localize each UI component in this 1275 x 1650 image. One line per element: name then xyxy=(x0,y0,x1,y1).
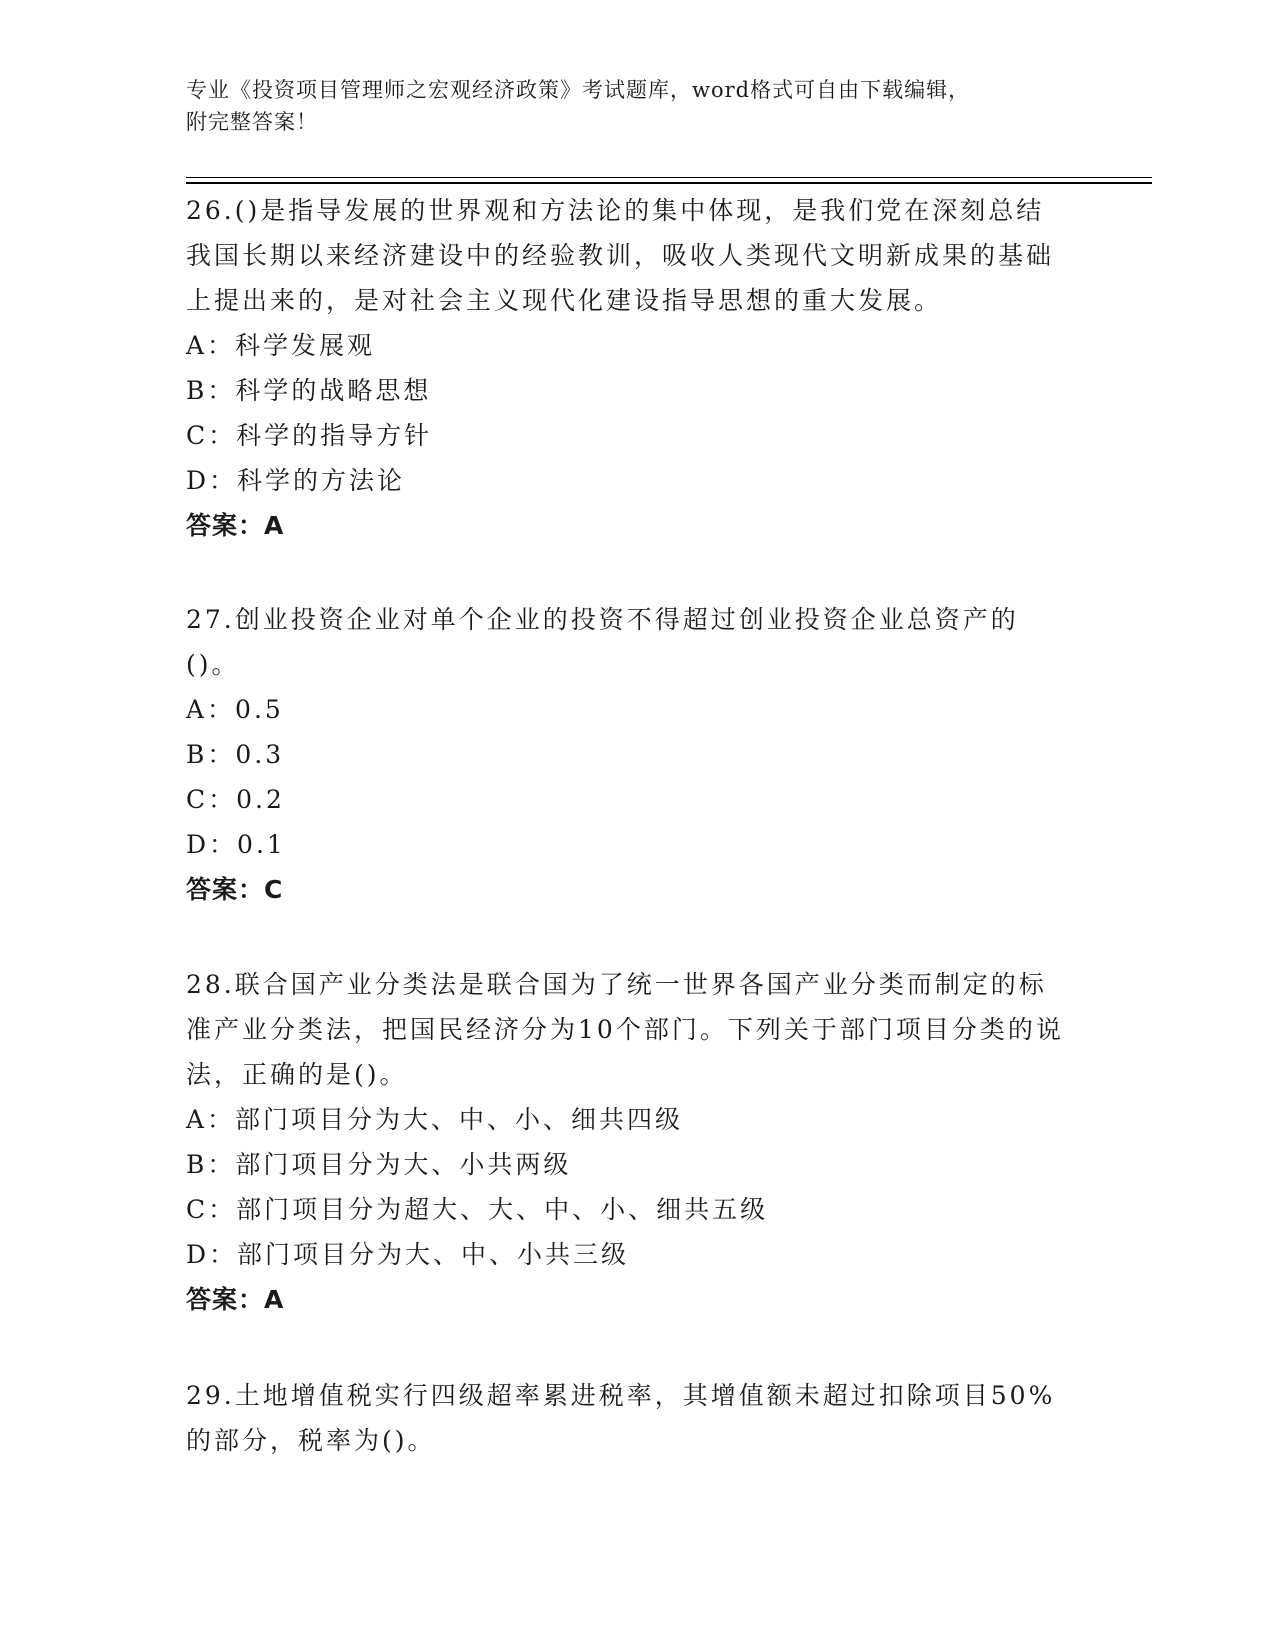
answer: 答案：A xyxy=(186,1285,285,1314)
header-line-1: 专业《投资项目管理师之宏观经济政策》考试题库，word格式可自由下载编辑， xyxy=(186,78,971,102)
document-header xyxy=(186,74,1086,138)
question-29 xyxy=(186,1373,1066,1463)
question-stem: 29.土地增值税实行四级超率累进税率，其增值额未超过扣除项目50%的部分，税率为()。 xyxy=(186,1381,1056,1455)
header-line-2: 附完整答案！ xyxy=(186,110,318,134)
option-d: D：部门项目分为大、中、小共三级 xyxy=(186,1240,630,1269)
option-a: A：0.5 xyxy=(186,695,284,724)
option-c: C：科学的指导方针 xyxy=(186,421,433,450)
option-c: C：0.2 xyxy=(186,785,285,814)
option-b: B：科学的战略思想 xyxy=(186,376,432,405)
answer: 答案：A xyxy=(186,511,285,540)
option-a: A：科学发展观 xyxy=(186,331,376,360)
answer: 答案：C xyxy=(186,875,284,904)
option-c: C：部门项目分为超大、大、中、小、细共五级 xyxy=(186,1195,769,1224)
question-stem: 26.()是指导发展的世界观和方法论的集中体现，是我们党在深刻总结我国长期以来经济建设中的经验教训，吸收人类现代文明新成果的基础上提出来的，是对社会主义现代化建设指导思想的重大发展。 xyxy=(186,196,1055,315)
header-divider-bottom xyxy=(186,182,1152,184)
question-stem: 28.联合国产业分类法是联合国为了统一世界各国产业分类而制定的标准产业分类法，把国民经济分为10个部门。下列关于部门项目分类的说法，正确的是()。 xyxy=(186,970,1064,1089)
question-stem: 27.创业投资企业对单个企业的投资不得超过创业投资企业总资产的()。 xyxy=(186,605,1019,679)
question-26 xyxy=(186,188,1066,548)
option-d: D：科学的方法论 xyxy=(186,466,406,495)
option-d: D：0.1 xyxy=(186,830,286,859)
option-b: B：0.3 xyxy=(186,740,285,769)
question-28 xyxy=(186,962,1066,1322)
header-divider-top xyxy=(186,177,1152,178)
option-a: A：部门项目分为大、中、小、细共四级 xyxy=(186,1105,684,1134)
option-b: B：部门项目分为大、小共两级 xyxy=(186,1150,572,1179)
question-27 xyxy=(186,597,1066,912)
